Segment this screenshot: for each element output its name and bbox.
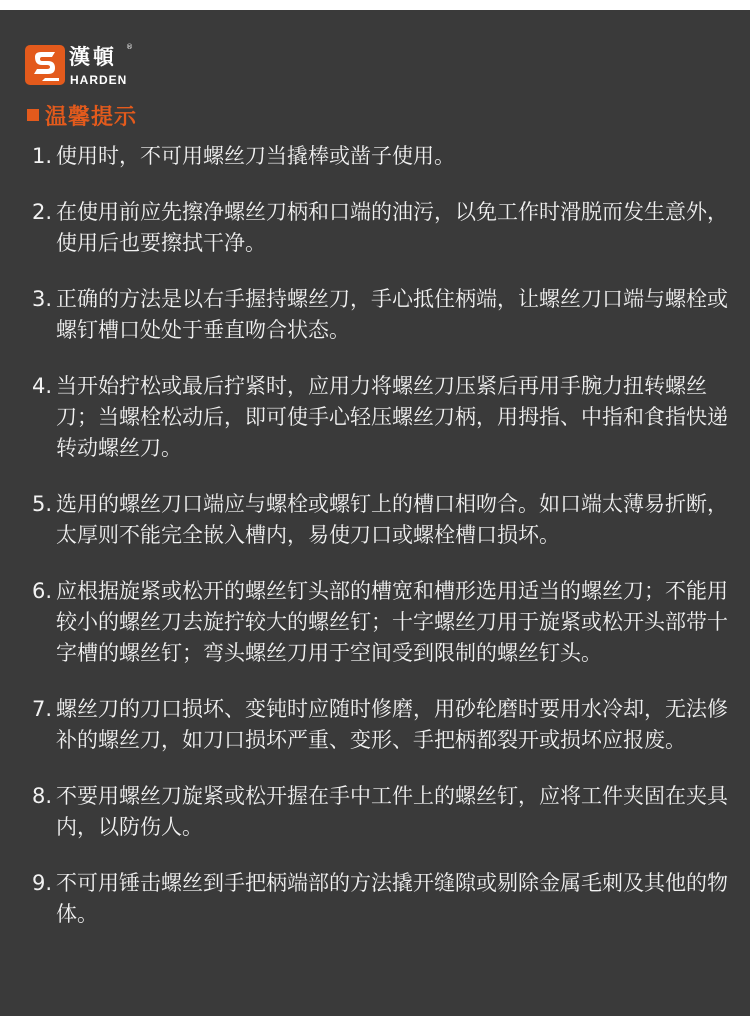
tip-number: 6.: [32, 579, 53, 603]
list-item: [32, 694, 732, 756]
list-item: [32, 141, 732, 172]
tip-text: 在使用前应先擦净螺丝刀柄和口端的油污，以免工作时滑脱而发生意外，使用后也要擦拭干净。: [56, 200, 728, 255]
brand-name-cn: 漢頓: [69, 44, 117, 69]
tip-text: 不可用锤击螺丝到手把柄端部的方法撬开缝隙或剔除金属毛刺及其他的物体。: [56, 871, 728, 926]
tip-number: 1.: [32, 144, 53, 168]
tip-number: 8.: [32, 784, 53, 808]
tip-text: 正确的方法是以右手握持螺丝刀，手心抵住柄端，让螺丝刀口端与螺栓或螺钉槽口处处于垂直吻合状态。: [56, 287, 728, 342]
list-item: [32, 284, 732, 346]
tip-text: 使用时，不可用螺丝刀当撬棒或凿子使用。: [56, 144, 455, 168]
tip-number: 9.: [32, 871, 53, 895]
tip-text: 应根据旋紧或松开的螺丝钉头部的槽宽和槽形选用适当的螺丝刀；不能用较小的螺丝刀去旋拧较大的螺丝钉；十字螺丝刀用于旋紧或松开头部带十字槽的螺丝钉；弯头螺丝刀用于空间受到限制的螺丝钉头。: [56, 579, 728, 665]
tip-number: 5.: [32, 492, 53, 516]
list-item: [32, 868, 732, 930]
top-border: [0, 0, 750, 10]
list-item: [32, 781, 732, 843]
tip-number: 3.: [32, 287, 53, 311]
list-item: [32, 489, 732, 551]
list-item: [32, 197, 732, 259]
brand-logo: [25, 38, 135, 92]
section-heading: [27, 98, 137, 132]
tip-number: 7.: [32, 697, 53, 721]
tips-list: [32, 141, 732, 955]
registered-mark: ®: [126, 43, 133, 51]
tip-text: 选用的螺丝刀口端应与螺栓或螺钉上的槽口相吻合。如口端太薄易折断，太厚则不能完全嵌入槽内，易使刀口或螺栓槽口损坏。: [56, 492, 728, 547]
tip-number: 4.: [32, 374, 53, 398]
logo-mark-icon: [25, 45, 65, 85]
brand-name-en: HARDEN: [70, 73, 128, 87]
bottom-border: [0, 1016, 750, 1020]
list-item: [32, 371, 732, 464]
tips-panel: [0, 10, 750, 1016]
section-title: 温馨提示: [45, 104, 138, 130]
list-item: [32, 576, 732, 669]
tip-text: 螺丝刀的刀口损坏、变钝时应随时修磨，用砂轮磨时要用水冷却，无法修补的螺丝刀，如刀口损坏严重、变形、手把柄都裂开或损坏应报废。: [56, 697, 728, 752]
heading-square-icon: [27, 109, 39, 121]
tip-text: 当开始拧松或最后拧紧时，应用力将螺丝刀压紧后再用手腕力扭转螺丝刀；当螺栓松动后，即可使手心轻压螺丝刀柄，用拇指、中指和食指快递转动螺丝刀。: [56, 374, 728, 460]
tip-number: 2.: [32, 200, 53, 224]
tip-text: 不要用螺丝刀旋紧或松开握在手中工件上的螺丝钉，应将工件夹固在夹具内，以防伤人。: [56, 784, 728, 839]
